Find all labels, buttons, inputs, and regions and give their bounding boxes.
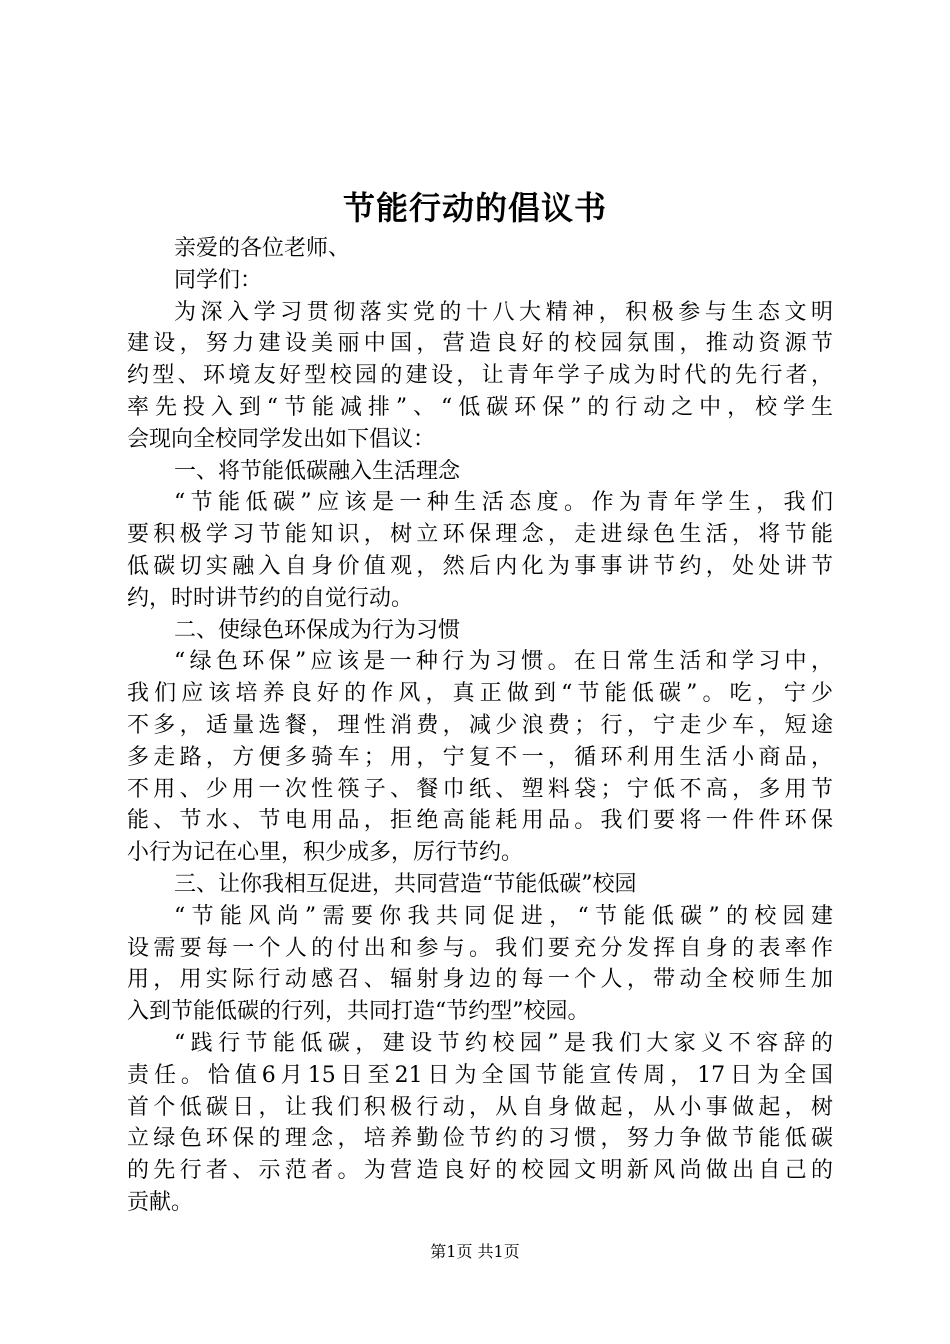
text-line: 要积极学习节能知识，树立环保理念，走进绿色生活，将节能 <box>127 522 833 548</box>
text-line: 亲爱的各位老师、 <box>174 236 351 261</box>
text-line: 小行为记在心里，积少成多，厉行节约。 <box>127 840 524 866</box>
text-line: 立绿色环保的理念，培养勤俭节约的习惯，努力争做节能低碳 <box>127 1126 833 1152</box>
text-line: 贡献。 <box>127 1189 194 1215</box>
text-line: 建设，努力建设美丽中国，营造良好的校园氛围，推动资源节 <box>127 331 833 357</box>
page-footer: 第1页 共1页 <box>430 1242 520 1261</box>
text-line: 我们应该培养良好的作风，真正做到“节能低碳”。吃，宁少 <box>127 681 833 707</box>
text-line: “绿色环保”应该是一种行为习惯。在日常生活和学习中， <box>174 649 833 675</box>
text-line: 能、节水、节电用品，拒绝高能耗用品。我们要将一件件环保 <box>127 808 833 834</box>
document-title: 节能行动的倡议书 <box>342 189 607 227</box>
text-line: 一、将节能低碳融入生活理念 <box>174 458 461 484</box>
text-line: “践行节能低碳，建设节约校园”是我们大家义不容辞的 <box>174 1030 833 1056</box>
text-line: “节能低碳”应该是一种生活态度。作为青年学生，我们 <box>174 490 833 516</box>
text-line: 用，用实际行动感召、辐射身边的每一个人，带动全校师生加 <box>127 967 833 993</box>
text-line: 设需要每一个人的付出和参与。我们要充分发挥自身的表率作 <box>127 935 833 961</box>
text-line: 二、使绿色环保成为行为习惯 <box>174 617 461 643</box>
text-line: 约型、环境友好型校园的建设，让青年学子成为时代的先行者， <box>127 363 833 389</box>
text-line: 不用、少用一次性筷子、餐巾纸、塑料袋；宁低不高，多用节 <box>127 776 833 802</box>
text-line: 同学们： <box>174 267 263 293</box>
text-line: 为深入学习贯彻落实党的十八大精神，积极参与生态文明 <box>174 299 833 325</box>
text-line: 多走路，方便多骑车；用，宁复不一，循环利用生活小商品， <box>127 744 833 770</box>
text-line: 首个低碳日，让我们积极行动，从自身做起，从小事做起，树 <box>127 1094 833 1120</box>
text-line: 的先行者、示范者。为营造良好的校园文明新风尚做出自己的 <box>127 1158 833 1184</box>
text-line: “节能风尚”需要你我共同促进，“节能低碳”的校园建 <box>174 903 833 929</box>
text-line: 低碳切实融入自身价值观，然后内化为事事讲节约，处处讲节 <box>127 553 833 579</box>
document-body <box>127 233 833 1219</box>
text-line: 责任。恰值6月15日至21日为全国节能宣传周，17日为全国 <box>127 1062 833 1088</box>
text-line: 不多，适量选餐，理性消费，减少浪费；行，宁走少车，短途 <box>127 712 833 738</box>
text-line: 约，时时讲节约的自觉行动。 <box>127 585 414 611</box>
text-line: 三、让你我相互促进，共同营造“节能低碳”校园 <box>174 871 637 897</box>
text-line: 率先投入到“节能减排”、“低碳环保”的行动之中，校学生 <box>127 394 833 420</box>
text-line: 会现向全校同学发出如下倡议： <box>127 426 436 452</box>
text-line: 入到节能低碳的行列，共同打造“节约型”校园。 <box>127 999 590 1025</box>
